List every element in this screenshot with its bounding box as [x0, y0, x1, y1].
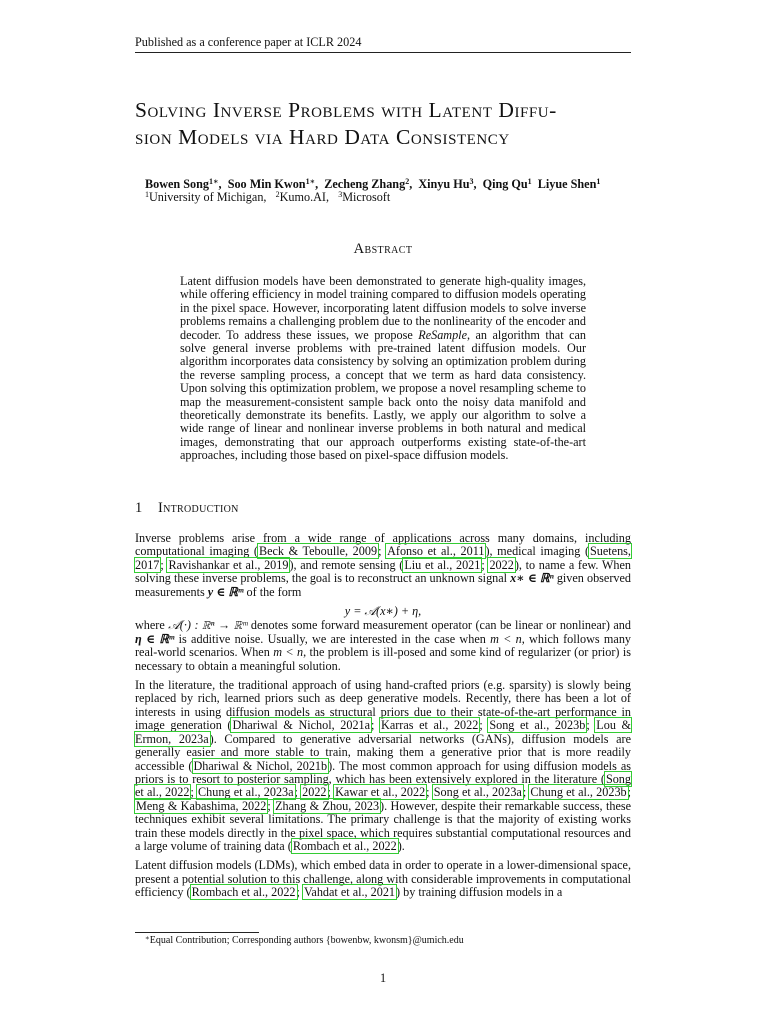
running-header: Published as a conference paper at ICLR 2024 — [135, 35, 631, 53]
abstract-heading: Abstract — [353, 241, 413, 257]
math-inline: m < n — [273, 645, 304, 660]
equation: y = 𝒜(x∗) + η, — [344, 604, 422, 619]
citation-link[interactable]: 2022 — [489, 557, 514, 572]
citation-link[interactable]: Beck & Teboulle, 2009 — [258, 544, 378, 559]
paragraph: Inverse problems arise from a wide range of applications across many domains, including computational imaging (Beck & Teboulle, 2009; Afonso et al., 2011), medical imaging (Suetens, 2017; Ravishankar et al., 2019), and remote sensing (Liu et al., 2021; 2022), to name a few. When solving these inverse problems, the goal is to reconstruct an unknown signal x∗ ∈ ℝⁿ given observed measurements y ∈ ℝᵐ of the form — [135, 531, 632, 599]
author-name: Liyue Shen — [537, 177, 597, 191]
page-number: 1 — [379, 971, 387, 985]
section-title: Introduction — [158, 500, 239, 516]
citation-link[interactable]: Song et al., 2022 — [135, 771, 631, 800]
affil-mark: 2 — [275, 190, 280, 199]
affiliation: Kumo.AI, — [279, 190, 330, 204]
citation-link[interactable]: Suetens, 2017 — [135, 544, 631, 572]
paragraph: Latent diffusion models (LDMs), which embed data in order to operate in a lower-dimensional space, present a potential solution to this challenge, along with considerable improvements in computational efficiency (Rombach et al., 2022; Vahdat et al., 2021) by training diffusion models in a — [135, 858, 631, 900]
citation-link[interactable]: Afonso et al., 2011 — [387, 544, 485, 559]
affil-mark: 1 — [145, 190, 149, 199]
author-affil-mark: 1∗ — [305, 177, 316, 186]
author-name: Soo Min Kwon — [227, 177, 306, 191]
citation-link[interactable]: Karras et al., 2022 — [381, 718, 479, 733]
author-name: Zecheng Zhang — [324, 177, 406, 191]
title-line-2: sion Models via Hard Data Consistency — [135, 125, 510, 149]
citation-link[interactable]: Chung et al., 2023a — [198, 785, 294, 800]
citation-link[interactable]: Song et al., 2023b — [489, 718, 586, 733]
footnote-text: Equal Contribution; Corresponding authors {bowenbw, kwonsm}@umich.edu — [149, 935, 464, 946]
citation-link[interactable]: Ravishankar et al., 2019 — [168, 557, 289, 572]
author-affil-mark: 1 — [527, 177, 532, 186]
paper-title — [135, 97, 631, 151]
footnote-mark: ∗ — [145, 934, 150, 942]
author-affil-mark: 2 — [405, 177, 410, 186]
author-name: Bowen Song — [145, 177, 210, 191]
citation-link[interactable]: 2022 — [302, 785, 327, 800]
author-name: Qing Qu — [482, 177, 528, 191]
citation-link[interactable]: Dhariwal & Nichol, 2021b — [193, 758, 328, 773]
section-heading — [135, 500, 631, 517]
method-name: ReSample — [418, 327, 467, 342]
citation-link[interactable]: Kawar et al., 2022 — [335, 785, 426, 800]
citation-link[interactable]: Rombach et al., 2022 — [191, 885, 296, 900]
affil-mark: 3 — [338, 190, 343, 199]
abstract-part: , an algorithm that can solve general inverse problems with pre-trained latent diffusion models. Our algorithm incorporates data consistency by solving an optimization problem during the reverse sampling process, a concept that we term as hard data consistency. Upon solving this optimization problem, we propose a novel resampling scheme to map the measurement-consistent sample back onto the noisy data manifold and theoretically demonstrate its benefits. Lastly, we apply our algorithm to solve a wide range of linear and nonlinear inverse problems in both natural and medical images, demonstrating that our approach outperforms existing state-of-the-art approaches, including those based on pixel-space diffusion models. — [180, 327, 586, 463]
citation-link[interactable]: Vahdat et al., 2021 — [303, 885, 396, 900]
paragraph: In the literature, the traditional approach of using hand-crafted priors (e.g. sparsity) is slowly being replaced by rich, learned priors such as deep generative models. Recently, there has been a lot of interests in using diffusion models as structural priors due to their state-of-the-art performance in image generation (Dhariwal & Nichol, 2021a; Karras et al., 2022; Song et al., 2023b; Lou & Ermon, 2023a). Compared to generative adversarial networks (GANs), diffusion models are generally easier and more stable to train, making them a generative prior that is more readily accessible (Dhariwal & Nichol, 2021b). The most common approach for using diffusion models as priors is to resort to posterior sampling, which has been extensively explored in the literature (Song et al., 2022; Chung et al., 2023a; 2022; Kawar et al., 2022; Song et al., 2023a; Chung et al., 2023b; Meng & Kabashima, 2022; Zhang & Zhou, 2023). However, despite their remarkable success, these techniques exhibit several limitations. The primary challenge is that the majority of existing works train these models directly in the pixel space, which requires substantial computational resources and a large volume of training data (Rombach et al., 2022). — [135, 678, 632, 853]
author-affil-mark: 3 — [469, 177, 474, 186]
citation-link[interactable]: Meng & Kabashima, 2022 — [136, 798, 267, 813]
footnote — [145, 935, 631, 947]
abstract-part: Latent diffusion models have been demonstrated to generate high-quality images, while offering efficiency in model training compared to diffusion models operating in the pixel space. However, incorporating latent diffusion models to solve inverse problems remains a challenging problem due to the nonlinearity of the encoder and decoder. To address these issues, we propose — [180, 274, 586, 342]
math-inline: x∗ ∈ ℝⁿ — [510, 571, 554, 586]
math-inline: η ∈ ℝᵐ — [135, 631, 175, 646]
affiliation: University of Michigan, — [149, 190, 267, 204]
citation-link[interactable]: Zhang & Zhou, 2023 — [275, 798, 380, 813]
author-list: Bowen Song$^{1∗}$, Soo Min Kwon$^{1∗}$, Zecheng Zhang$^2$, Xinyu Hu$^3$, Qing Qu$^1$ Liyue Shen$^1$ — [145, 177, 601, 191]
paragraph: where 𝒜(·) : ℝⁿ → ℝᵐ denotes some forward measurement operator (can be linear or nonlinear) and η ∈ ℝᵐ is additive noise. Usually, we are interested in the case when m < n, which follows many real-world scenarios. When m < n, the problem is ill-posed and some kind of regularizer (or prior) is necessary to obtain a meaningful solution. — [135, 618, 632, 673]
author-affil-mark: 1 — [596, 177, 601, 186]
citation-link[interactable]: Liu et al., 2021 — [404, 557, 481, 572]
citation-link[interactable]: Chung et al., 2023b — [530, 785, 627, 800]
math-inline: y ∈ ℝᵐ — [207, 584, 244, 599]
math-inline: m < n — [490, 631, 522, 646]
affiliation: Microsoft — [342, 190, 391, 204]
section-body — [135, 532, 631, 906]
citation-link[interactable]: Song et al., 2023a — [433, 785, 522, 800]
author-name: Xinyu Hu — [418, 177, 470, 191]
abstract-text — [180, 275, 586, 463]
citation-link[interactable]: Lou & Ermon, 2023a — [135, 718, 631, 746]
math-inline: 𝒜(·) : ℝⁿ → ℝᵐ — [168, 618, 248, 633]
affiliation-list — [145, 190, 635, 205]
section-number: 1 — [135, 500, 143, 516]
footnote-divider — [135, 932, 259, 933]
title-line-1: Solving Inverse Problems with Latent Diffu- — [135, 98, 557, 122]
citation-link[interactable]: Dhariwal & Nichol, 2021a — [232, 718, 371, 733]
author-affil-mark: 1∗ — [209, 177, 219, 186]
citation-link[interactable]: Rombach et al., 2022 — [292, 838, 397, 853]
